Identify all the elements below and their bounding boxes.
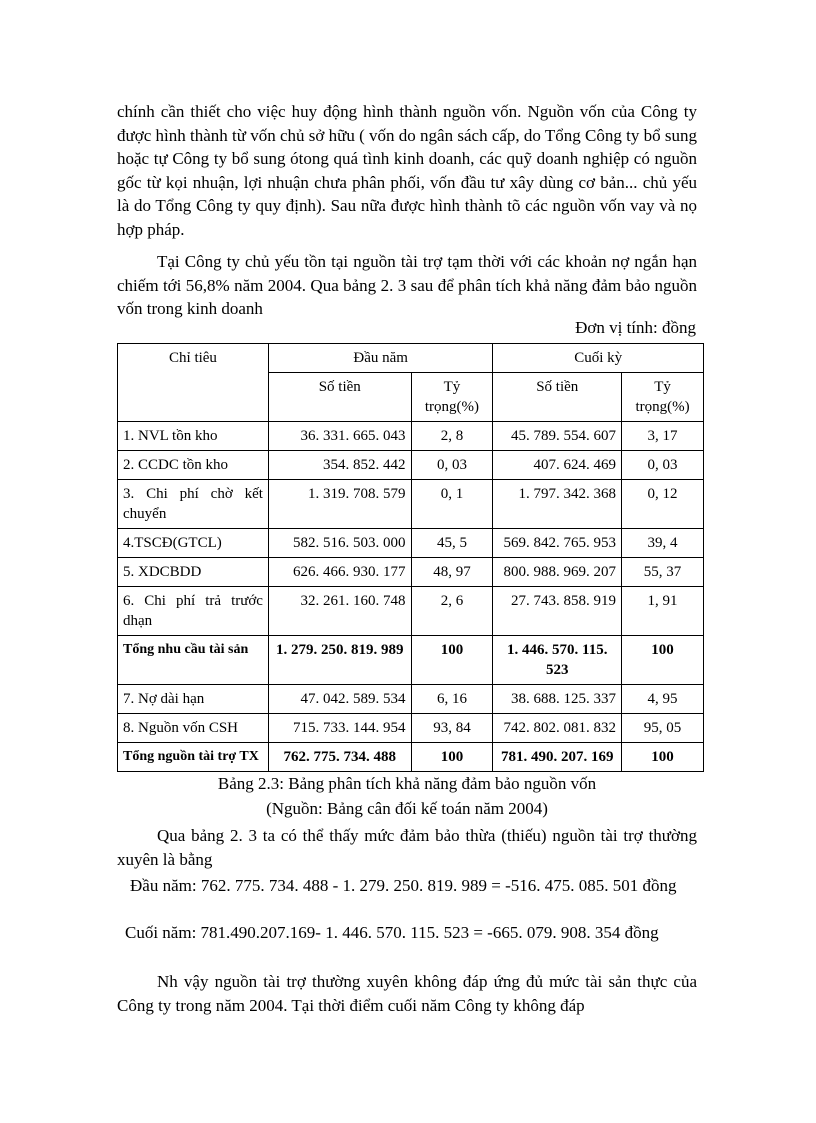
start-ratio: 2, 8 [411, 422, 493, 451]
start-amount: 36. 331. 665. 043 [268, 422, 411, 451]
subheader-ratio: Tỷ trọng(%) [622, 373, 704, 422]
end-amount: 781. 490. 207. 169 [493, 743, 622, 772]
table-row [118, 422, 704, 451]
row-label: 8. Nguồn vốn CSH [118, 714, 269, 743]
row-label: Tổng nhu cầu tài sản [118, 636, 269, 685]
row-label: 5. XDCBDD [118, 558, 269, 587]
end-amount: 1. 797. 342. 368 [493, 480, 622, 529]
start-amount: 762. 775. 734. 488 [268, 743, 411, 772]
header-start-year: Đầu năm [268, 344, 492, 373]
equation-end-year: Cuối năm: 781.490.207.169- 1. 446. 570. 115. 523 = -665. 079. 908. 354 đồng [125, 923, 659, 942]
start-amount: 1. 279. 250. 819. 989 [268, 636, 411, 685]
end-amount: 38. 688. 125. 337 [493, 685, 622, 714]
start-amount: 715. 733. 144. 954 [268, 714, 411, 743]
subheader-amount: Số tiền [493, 373, 622, 422]
end-ratio: 3, 17 [622, 422, 704, 451]
row-label: 2. CCDC tồn kho [118, 451, 269, 480]
end-ratio: 39, 4 [622, 529, 704, 558]
table-row [118, 685, 704, 714]
start-ratio: 6, 16 [411, 685, 493, 714]
start-ratio: 2, 6 [411, 587, 493, 636]
start-ratio: 48, 97 [411, 558, 493, 587]
start-ratio: 100 [411, 636, 493, 685]
table-row [118, 587, 704, 636]
row-label: Tổng nguồn tài trợ TX [118, 743, 269, 772]
start-amount: 32. 261. 160. 748 [268, 587, 411, 636]
intro-paragraph-2: Tại Công ty chủ yếu tồn tại nguồn tài trợ tạm thời với các khoản nợ ngắn hạn chiếm tới 56,8% năm 2004. Qua bảng 2. 3 sau để phân tích khả năng đảm bảo nguồn vốn trong kinh doanh [117, 252, 697, 318]
table-row-total-assets [118, 636, 704, 685]
start-ratio: 0, 1 [411, 480, 493, 529]
end-amount: 45. 789. 554. 607 [493, 422, 622, 451]
end-amount: 800. 988. 969. 207 [493, 558, 622, 587]
end-ratio: 0, 03 [622, 451, 704, 480]
start-amount: 1. 319. 708. 579 [268, 480, 411, 529]
end-amount: 569. 842. 765. 953 [493, 529, 622, 558]
after-table-paragraph: Qua bảng 2. 3 ta có thể thấy mức đảm bảo thừa (thiếu) nguồn tài trợ thường xuyên là bằng [117, 826, 697, 869]
funding-analysis-table [117, 343, 704, 772]
start-amount: 354. 852. 442 [268, 451, 411, 480]
table-row-total-funding [118, 743, 704, 772]
end-amount: 27. 743. 858. 919 [493, 587, 622, 636]
row-label: 7. Nợ dài hạn [118, 685, 269, 714]
start-amount: 582. 516. 503. 000 [268, 529, 411, 558]
start-ratio: 93, 84 [411, 714, 493, 743]
table-row [118, 714, 704, 743]
table-row [118, 529, 704, 558]
table-row [118, 451, 704, 480]
subheader-amount: Số tiền [268, 373, 411, 422]
end-amount: 1. 446. 570. 115. 523 [493, 636, 622, 685]
equation-start-year: Đầu năm: 762. 775. 734. 488 - 1. 279. 250. 819. 989 = -516. 475. 085. 501 đồng [130, 876, 677, 895]
end-ratio: 55, 37 [622, 558, 704, 587]
start-ratio: 100 [411, 743, 493, 772]
start-ratio: 45, 5 [411, 529, 493, 558]
start-amount: 47. 042. 589. 534 [268, 685, 411, 714]
end-ratio: 0, 12 [622, 480, 704, 529]
unit-label: Đơn vị tính: đồng [575, 318, 696, 337]
end-amount: 407. 624. 469 [493, 451, 622, 480]
start-amount: 626. 466. 930. 177 [268, 558, 411, 587]
start-ratio: 0, 03 [411, 451, 493, 480]
end-ratio: 100 [622, 636, 704, 685]
end-ratio: 95, 05 [622, 714, 704, 743]
end-ratio: 1, 91 [622, 587, 704, 636]
row-label: 1. NVL tồn kho [118, 422, 269, 451]
table-row [118, 480, 704, 529]
table-row [118, 558, 704, 587]
table-caption: Bảng 2.3: Bảng phân tích khả năng đảm bảo nguồn vốn [217, 774, 597, 793]
end-ratio: 100 [622, 743, 704, 772]
header-indicator: Chỉ tiêu [118, 344, 269, 422]
row-label: 4.TSCĐ(GTCL) [118, 529, 269, 558]
end-ratio: 4, 95 [622, 685, 704, 714]
end-amount: 742. 802. 081. 832 [493, 714, 622, 743]
table-source: (Nguồn: Bảng cân đối kế toán năm 2004) [266, 799, 548, 818]
subheader-ratio: Tỷ trọng(%) [411, 373, 493, 422]
closing-paragraph: Nh vậy nguồn tài trợ thường xuyên không đáp ứng đủ mức tài sản thực của Công ty trong năm 2004. Tại thời điểm cuối năm Công ty không đáp [117, 972, 697, 1015]
header-end-period: Cuối kỳ [493, 344, 704, 373]
row-label: 6. Chi phí trả trước dhạn [118, 587, 269, 636]
intro-paragraph-1: chính cần thiết cho việc huy động hình thành nguồn vốn. Nguồn vốn của Công ty được hình thành từ vốn chủ sở hữu ( vốn do ngân sách cấp, do Tổng Công ty bổ sung hoặc tự Công ty bổ sung ótong quá tình kinh doanh, các quỹ doanh nghiệp có nguồn gốc từ kọi nhuận, lợi nhuận chưa phân phối, vốn đầu tư xây dùng cơ bản... chủ yếu là do Tổng Công ty quy định). Sau nữa được hình thành tõ các nguồn vốn vay và nọ hợp pháp. [117, 102, 697, 239]
row-label: 3. Chi phí chờ kết chuyển [118, 480, 269, 529]
